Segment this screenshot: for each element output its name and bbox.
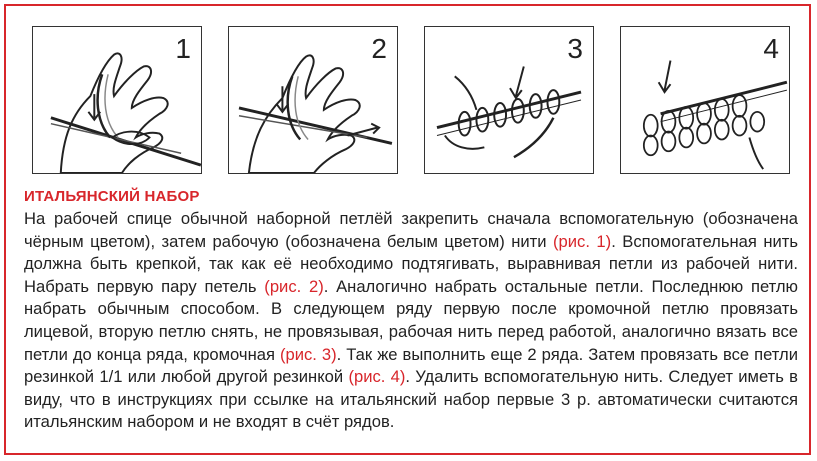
figure-number: 2 — [371, 33, 387, 64]
body-text-segment: . Вспомогательная нить должна быть крепкой, так как её необходимо подтягивать, выравнивая петли из рабочей нити. Набрать первую пару петель — [24, 231, 799, 296]
figure-4 — [620, 26, 790, 174]
body-text-segment: На рабочей спице обычной наборной петлёй закрепить сначала вспомогательную (обозначена чёрным цветом), затем рабочую (обозначена белым цветом) нити — [24, 209, 798, 251]
figure-1 — [32, 26, 202, 174]
body-text-segment: . Так же выполнить еще 2 ряда. Затем провязать все петли резинкой 1/1 или любой другой резинкой — [24, 344, 798, 387]
figure-2 — [228, 26, 398, 174]
article-title: ИТАЛЬЯНСКИЙ НАБОР — [24, 188, 200, 205]
article-frame — [4, 4, 811, 455]
article-body — [24, 208, 798, 434]
figures-row — [26, 26, 796, 176]
figure-number: 3 — [567, 33, 583, 64]
body-text-segment: . Аналогично набрать остальные петли. Последнюю петлю набрать обычным способом. В следующем ряду первую после кромочной петлю провязать лицевой, вторую петлю снять, не провязывая, рабочая нить перед работой, аналогично вязать все петли до конца ряда, кромочная — [24, 276, 798, 364]
figure-reference: (рис. 4) — [348, 367, 406, 387]
figure-reference: (рис. 3) — [279, 344, 337, 364]
figure-3 — [424, 26, 594, 174]
body-text-segment: . Удалить вспомогательную нить. Следует иметь в виду, что в инструкциях при ссылке на итальянский набор первые 3 р. автоматически считаются итальянским набором и не входят в счёт рядов. — [24, 367, 798, 432]
figure-reference: (рис. 2) — [264, 276, 324, 296]
figure-number: 4 — [763, 33, 779, 64]
figure-reference: (рис. 1) — [553, 231, 612, 251]
figure-number: 1 — [175, 33, 191, 64]
